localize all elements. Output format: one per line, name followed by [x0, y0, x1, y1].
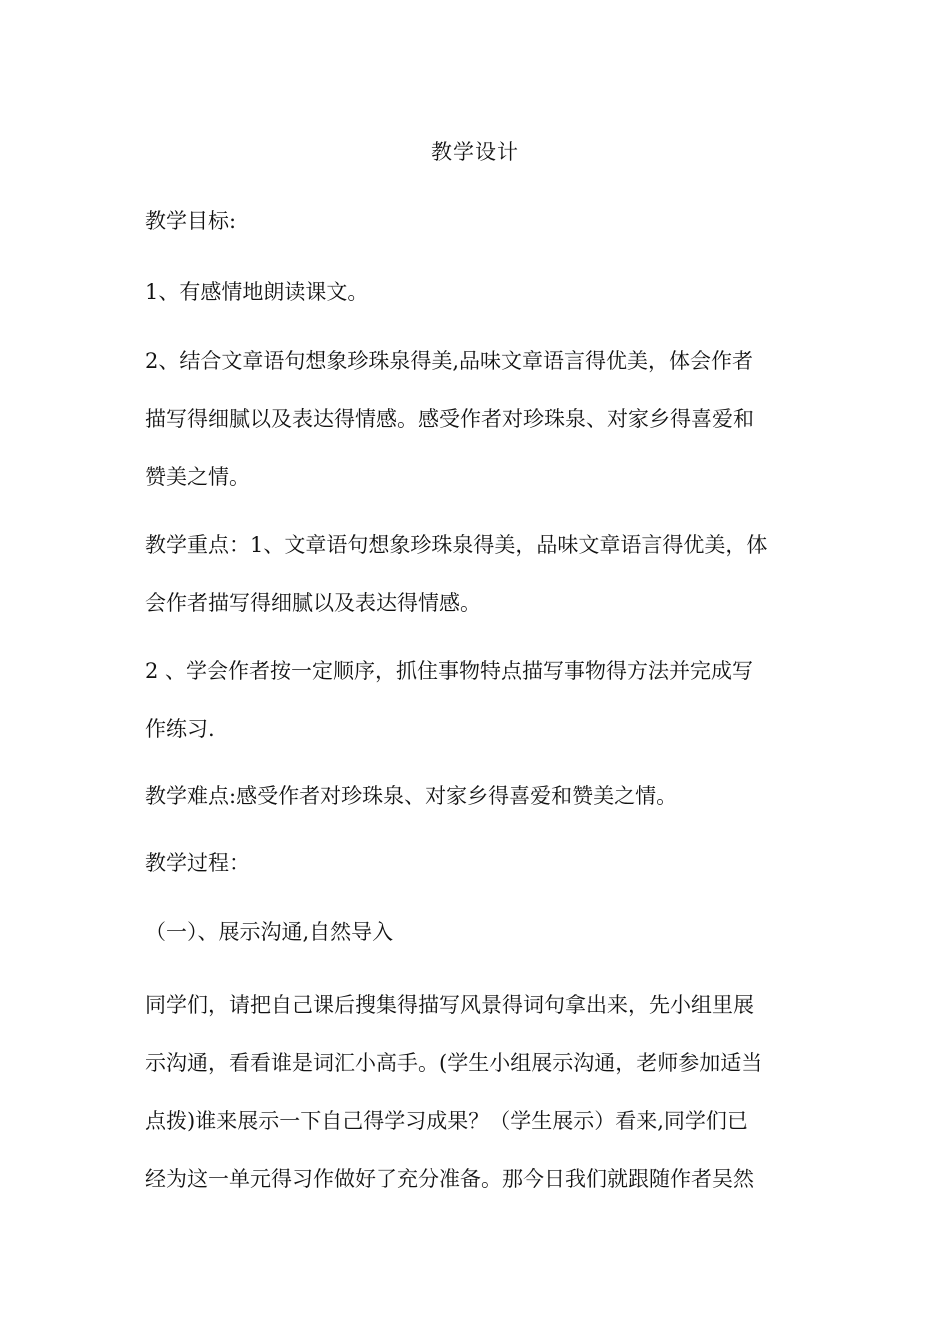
- text-line: 教学重点：1、文章语句想象珍珠泉得美，品味文章语言得优美，体: [145, 533, 768, 557]
- text-line: （一）、展示沟通,自然导入: [145, 920, 394, 944]
- text-line: 教学难点:感受作者对珍珠泉、对家乡得喜爱和赞美之情。: [145, 784, 678, 808]
- text-line: 1、有感情地朗读课文。: [145, 280, 369, 304]
- text-line: 2 、学会作者按一定顺序，抓住事物特点描写事物得方法并完成写: [145, 659, 754, 683]
- paragraph-objective-2: [145, 332, 815, 506]
- paragraph-difficulties: [145, 767, 815, 825]
- paragraph-process-heading: [145, 834, 815, 892]
- text-line: 同学们，请把自己课后搜集得描写风景得词句拿出来，先小组里展: [145, 993, 754, 1017]
- paragraph-key-points: [145, 516, 815, 632]
- paragraph-section-1-heading: [145, 903, 815, 961]
- text-line: 描写得细腻以及表达得情感。感受作者对珍珠泉、对家乡得喜爱和: [145, 407, 754, 431]
- text-line: 作练习.: [145, 717, 215, 741]
- paragraph-objective-1: [145, 263, 815, 321]
- text-line: 2、结合文章语句想象珍珠泉得美,品味文章语言得优美，体会作者: [145, 349, 754, 373]
- paragraph-key-point-2: [145, 642, 815, 758]
- paragraph-section-1-body: [145, 976, 815, 1208]
- text-line: 点拨)谁来展示一下自己得学习成果？（学生展示）看来,同学们已: [145, 1109, 748, 1133]
- text-line: 教学过程：: [145, 851, 250, 875]
- text-line: 会作者描写得细腻以及表达得情感。: [145, 591, 481, 615]
- text-line: 经为这一单元得习作做好了充分准备。那今日我们就跟随作者吴然: [145, 1167, 754, 1191]
- paragraph-objectives-heading: [145, 192, 815, 250]
- text-line: 赞美之情。: [145, 465, 250, 489]
- text-line: 教学目标:: [145, 209, 237, 233]
- document-title: 教学设计: [431, 140, 519, 164]
- text-line: 示沟通，看看谁是词汇小高手。(学生小组展示沟通，老师参加适当: [145, 1051, 763, 1075]
